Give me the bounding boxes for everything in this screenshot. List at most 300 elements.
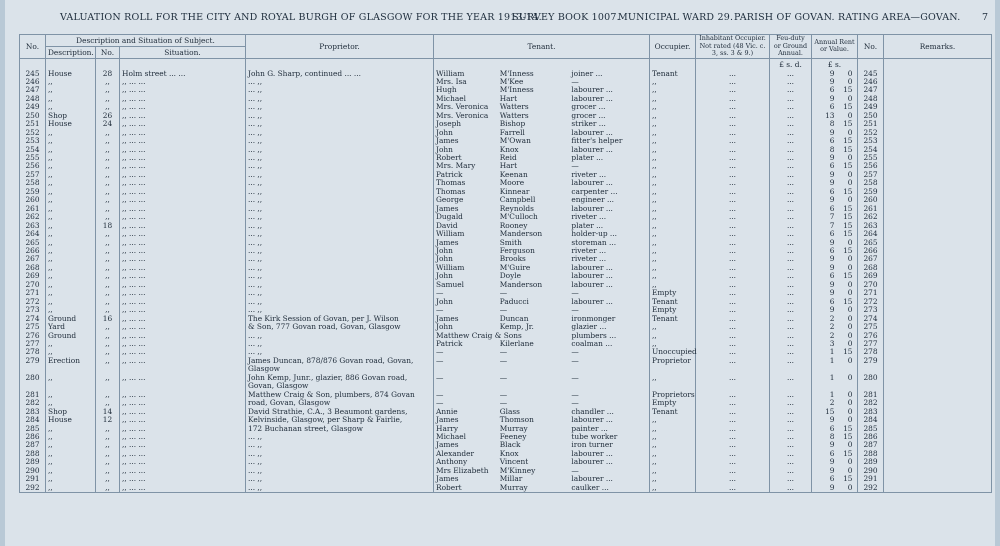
row-feu-duty: ...: [770, 154, 812, 162]
row-occupier: ,,: [650, 458, 696, 466]
row-street-number: ,,: [96, 433, 120, 441]
tenant-first-name: Mrs. Veronica: [436, 102, 489, 112]
row-street-number: 18: [96, 222, 120, 230]
tenant-occupation: labourer ...: [571, 415, 613, 425]
rent-shillings: 0: [847, 68, 853, 78]
rent-shillings: 15: [843, 119, 853, 129]
row-description: ,,: [46, 306, 96, 314]
row-number-right: 268: [858, 264, 884, 272]
row-occupier: ,,: [650, 416, 696, 424]
tenant-occupation: —: [571, 161, 579, 171]
row-proprietor: ... ,,: [246, 103, 434, 111]
row-inhabitant: ...: [696, 103, 770, 111]
rent-pounds: 6: [829, 474, 835, 484]
row-number: 267: [20, 255, 46, 263]
row-occupier: Empty: [650, 306, 696, 314]
row-feu-duty: ...: [770, 323, 812, 331]
row-number-right: 258: [858, 179, 884, 187]
row-situation: ,, ... ...: [120, 103, 246, 111]
row-situation: ,, ... ...: [120, 315, 246, 323]
row-number: 286: [20, 433, 46, 441]
rent-pounds: 8: [829, 119, 835, 129]
row-number: 252: [20, 129, 46, 137]
row-tenant: [434, 399, 650, 407]
row-description: ,,: [46, 247, 96, 255]
col-header-situation: Situation.: [120, 46, 246, 58]
rent-shillings: 0: [847, 339, 853, 348]
rent-shillings: 0: [847, 279, 853, 289]
valuation-table: [19, 34, 992, 493]
row-street-number: ,,: [96, 78, 120, 86]
row-number-right: 277: [858, 340, 884, 348]
rent-shillings: 15: [843, 229, 853, 239]
row-number: 245: [20, 70, 46, 78]
row-street-number: ,,: [96, 450, 120, 458]
row-tenant: [434, 374, 650, 382]
row-situation: ,, ... ...: [120, 146, 246, 154]
row-remarks: [884, 78, 992, 86]
tenant-surname: M'Kinney: [499, 465, 536, 475]
row-occupier: ,,: [650, 323, 696, 331]
row-occupier: ,,: [650, 78, 696, 86]
rent-pounds: 7: [829, 212, 835, 222]
row-number: 285: [20, 425, 46, 433]
row-occupier: Empty: [650, 289, 696, 297]
tenant-occupation: riveter ...: [571, 254, 607, 264]
row-feu-duty: ...: [770, 162, 812, 170]
row-street-number: ,,: [96, 137, 120, 145]
tenant-occupation: glazier ...: [571, 322, 607, 332]
row-inhabitant: ...: [696, 374, 770, 382]
row-remarks: [884, 391, 992, 399]
rent-pounds: 9: [829, 237, 835, 247]
rent-pounds: 6: [829, 203, 835, 213]
row-street-number: ,,: [96, 239, 120, 247]
row-tenant: [434, 120, 650, 128]
tenant-surname: Manderson: [499, 229, 543, 239]
row-proprietor: ... ,,: [246, 272, 434, 280]
row-remarks: [884, 129, 992, 137]
row-street-number: 16: [96, 315, 120, 323]
row-occupier: ,,: [650, 222, 696, 230]
row-inhabitant: ...: [696, 247, 770, 255]
row-occupier: ,,: [650, 171, 696, 179]
row-number: 282: [20, 399, 46, 407]
rent-shillings: 0: [847, 415, 853, 425]
row-remarks: [884, 306, 992, 314]
row-occupier: ,,: [650, 484, 696, 493]
col-header-tenant: Tenant.: [434, 35, 650, 59]
row-inhabitant: ...: [696, 129, 770, 137]
tenant-surname: —: [499, 389, 508, 399]
tenant-occupation: —: [571, 305, 579, 315]
row-inhabitant: ...: [696, 188, 770, 196]
row-annual-rent: [812, 484, 858, 493]
tenant-occupation: painter ...: [571, 423, 608, 433]
row-description: ,,: [46, 433, 96, 441]
rent-shillings: 0: [847, 288, 853, 298]
tenant-first-name: John: [436, 144, 453, 154]
tenant-first-name: Alexander: [436, 448, 475, 458]
row-number: 292: [20, 484, 46, 493]
row-proprietor: ... ,,: [246, 475, 434, 483]
table-row: [20, 374, 992, 382]
row-situation: ,, ... ...: [120, 78, 246, 86]
tenant-first-name: Mrs. Mary: [436, 161, 476, 171]
row-number-right: 286: [858, 433, 884, 441]
row-street-number: ,,: [96, 230, 120, 238]
row-description: ,,: [46, 441, 96, 449]
row-inhabitant: ...: [696, 340, 770, 348]
tenant-first-name: James: [436, 203, 459, 213]
tenant-occupation: grocer ...: [571, 102, 606, 112]
row-tenant: [434, 255, 650, 263]
row-proprietor: ... ,,: [246, 484, 434, 493]
row-remarks: [884, 171, 992, 179]
tenant-occupation: tube worker: [571, 431, 618, 441]
row-situation: ,, ... ...: [120, 467, 246, 475]
row-street-number: ,,: [96, 264, 120, 272]
rent-pounds: 6: [829, 186, 835, 196]
row-street-number: ,,: [96, 340, 120, 348]
row-occupier: ,,: [650, 129, 696, 137]
row-remarks: [884, 467, 992, 475]
tenant-occupation: joiner ...: [571, 68, 603, 78]
row-occupier: ,,: [650, 332, 696, 340]
rent-shillings: 15: [843, 423, 853, 433]
row-tenant: [434, 112, 650, 120]
rent-pounds: 9: [829, 76, 835, 86]
row-number-right: 266: [858, 247, 884, 255]
rent-shillings: 0: [847, 322, 853, 332]
row-description: ,,: [46, 129, 96, 137]
row-situation: ,, ... ...: [120, 425, 246, 433]
tenant-first-name: John: [436, 127, 453, 137]
row-remarks: [884, 95, 992, 103]
row-description: ,,: [46, 78, 96, 86]
row-occupier: ,,: [650, 239, 696, 247]
row-remarks: [884, 332, 992, 340]
row-proprietor: ... ,,: [246, 213, 434, 221]
parish: PARISH OF GOVAN.: [734, 12, 835, 23]
tenant-occupation: labourer ...: [571, 203, 613, 213]
row-occupier: Proprietor: [650, 357, 696, 365]
tenant-surname: Murray: [499, 423, 528, 433]
tenant-occupation: carpenter ...: [571, 186, 618, 196]
row-remarks: [884, 408, 992, 416]
rent-pounds: 9: [829, 178, 835, 188]
row-remarks: [884, 357, 992, 365]
row-inhabitant: ...: [696, 137, 770, 145]
row-proprietor: ... ,,: [246, 247, 434, 255]
row-number-right: 283: [858, 408, 884, 416]
row-remarks: [884, 196, 992, 204]
tenant-occupation: labourer ...: [571, 296, 613, 306]
row-proprietor: ... ,,: [246, 441, 434, 449]
row-proprietor: ... ,,: [246, 433, 434, 441]
row-number-right: 250: [858, 112, 884, 120]
row-feu-duty: ...: [770, 340, 812, 348]
row-street-number: ,,: [96, 188, 120, 196]
row-feu-duty: ...: [770, 298, 812, 306]
tenant-first-name: Joseph: [436, 119, 462, 129]
row-number-right: 269: [858, 272, 884, 280]
row-occupier: ,,: [650, 120, 696, 128]
row-number-right: 281: [858, 391, 884, 399]
row-number: 246: [20, 78, 46, 86]
row-situation: ,, ... ...: [120, 323, 246, 331]
row-tenant: [434, 484, 650, 493]
tenant-surname: Millar: [499, 474, 523, 484]
rent-shillings: 15: [843, 296, 853, 306]
tenant-occupation: plater ...: [571, 153, 604, 163]
row-feu-duty: ...: [770, 391, 812, 399]
row-feu-duty: ...: [770, 112, 812, 120]
rent-pounds: 15: [825, 406, 835, 416]
tenant-surname: M'Kee: [499, 76, 524, 86]
row-tenant: [434, 205, 650, 213]
tenant-occupation: striker ...: [571, 119, 606, 129]
row-inhabitant: ...: [696, 475, 770, 483]
row-feu-duty: ...: [770, 425, 812, 433]
row-number: 278: [20, 348, 46, 356]
tenant-first-name: Harry: [436, 423, 459, 433]
tenant-occupation: —: [571, 389, 579, 399]
row-inhabitant: ...: [696, 450, 770, 458]
row-number-right: 272: [858, 298, 884, 306]
row-tenant: [434, 239, 650, 247]
row-number-right: 249: [858, 103, 884, 111]
rent-pounds: 6: [829, 246, 835, 256]
rent-units: £ s.: [812, 58, 858, 70]
row-occupier: ,,: [650, 425, 696, 433]
row-description: ,,: [46, 458, 96, 466]
row-number: 269: [20, 272, 46, 280]
tenant-first-name: Anthony: [436, 457, 468, 467]
row-feu-duty: ...: [770, 239, 812, 247]
row-tenant: [434, 188, 650, 196]
row-street-number: ,,: [96, 289, 120, 297]
rent-pounds: 9: [829, 440, 835, 450]
row-situation: ,, ... ...: [120, 433, 246, 441]
row-street-number: ,,: [96, 441, 120, 449]
row-street-number: ,,: [96, 129, 120, 137]
rent-pounds: 9: [829, 153, 835, 163]
tenant-occupation: —: [571, 288, 579, 298]
tenant-surname: Thomson: [499, 415, 534, 425]
row-number: 283: [20, 408, 46, 416]
tenant-first-name: Dugald: [436, 212, 463, 222]
row-remarks: [884, 247, 992, 255]
row-number: 280: [20, 374, 46, 382]
tenant-first-name: —: [436, 305, 444, 315]
tenant-first-name: John: [436, 254, 453, 264]
tenant-surname: Kemp, Jr.: [499, 322, 534, 332]
tenant-first-name: Robert: [436, 482, 462, 492]
col-header-description: Description.: [46, 46, 96, 58]
col-header-feu-duty: Feu-duty or Ground Annual.: [770, 35, 812, 59]
row-tenant: [434, 230, 650, 238]
rent-pounds: 9: [829, 465, 835, 475]
row-number-right: 261: [858, 205, 884, 213]
row-proprietor: ... ,,: [246, 205, 434, 213]
row-number: 264: [20, 230, 46, 238]
row-street-number: ,,: [96, 103, 120, 111]
row-street-number: ,,: [96, 171, 120, 179]
row-tenant: [434, 213, 650, 221]
tenant-surname: Smith: [499, 237, 522, 247]
rent-pounds: 1: [829, 389, 835, 399]
row-remarks: [884, 188, 992, 196]
tenant-occupation: ironmonger: [571, 313, 616, 323]
row-number: 268: [20, 264, 46, 272]
tenant-first-name: Robert: [436, 153, 462, 163]
rent-pounds: 2: [829, 330, 835, 340]
row-tenant: [434, 365, 650, 373]
row-occupier: ,,: [650, 281, 696, 289]
row-feu-duty: ...: [770, 213, 812, 221]
rent-pounds: 1: [829, 355, 835, 365]
row-occupier: Tenant: [650, 315, 696, 323]
tenant-occupation: riveter ...: [571, 246, 607, 256]
row-remarks: [884, 382, 992, 390]
row-feu-duty: ...: [770, 272, 812, 280]
row-inhabitant: ...: [696, 70, 770, 78]
row-inhabitant: ...: [696, 332, 770, 340]
row-remarks: [884, 340, 992, 348]
row-situation: ,, ... ...: [120, 264, 246, 272]
tenant-occupation: labourer ...: [571, 127, 613, 137]
row-inhabitant: ...: [696, 391, 770, 399]
row-inhabitant: ...: [696, 399, 770, 407]
row-description: ,,: [46, 137, 96, 145]
row-description: ,,: [46, 239, 96, 247]
row-tenant: [434, 348, 650, 356]
row-number: 289: [20, 458, 46, 466]
row-occupier: ,,: [650, 374, 696, 382]
tenant-first-name: Mrs. Isa: [436, 76, 467, 86]
col-header-annual-rent: Annual Rent or Value.: [812, 35, 858, 59]
row-inhabitant: ...: [696, 86, 770, 94]
row-feu-duty: ...: [770, 357, 812, 365]
tenant-first-name: Hugh: [436, 85, 457, 95]
row-number-right: 284: [858, 416, 884, 424]
row-number: 266: [20, 247, 46, 255]
row-remarks: [884, 137, 992, 145]
tenant-first-name: James: [436, 136, 459, 146]
row-remarks: [884, 433, 992, 441]
row-inhabitant: ...: [696, 120, 770, 128]
rent-shillings: 0: [847, 440, 853, 450]
row-remarks: [884, 112, 992, 120]
row-remarks: [884, 416, 992, 424]
tenant-occupation: —: [571, 372, 579, 382]
tenant-surname: Farrell: [499, 127, 525, 137]
rent-pounds: 1: [829, 347, 835, 357]
row-feu-duty: ...: [770, 196, 812, 204]
row-description: ,,: [46, 391, 96, 399]
row-inhabitant: ...: [696, 179, 770, 187]
tenant-first-name: James: [436, 474, 459, 484]
row-street-number: ,,: [96, 425, 120, 433]
row-street-number: ,,: [96, 196, 120, 204]
rent-shillings: 0: [847, 482, 853, 492]
tenant-surname: Hart: [499, 161, 518, 171]
row-feu-duty: ...: [770, 171, 812, 179]
row-street-number: ,,: [96, 95, 120, 103]
row-situation: ,, ... ...: [120, 205, 246, 213]
row-number-right: 264: [858, 230, 884, 238]
row-occupier: ,,: [650, 340, 696, 348]
row-number: 274: [20, 315, 46, 323]
rent-pounds: 9: [829, 457, 835, 467]
row-description: ,,: [46, 264, 96, 272]
row-occupier: ,,: [650, 112, 696, 120]
row-occupier: Empty: [650, 399, 696, 407]
rent-shillings: 0: [847, 254, 853, 264]
row-description: ,,: [46, 179, 96, 187]
row-inhabitant: ...: [696, 95, 770, 103]
row-inhabitant: ...: [696, 239, 770, 247]
row-inhabitant: ...: [696, 306, 770, 314]
row-proprietor: John G. Sharp, continued ... ...: [246, 70, 434, 78]
row-feu-duty: ...: [770, 281, 812, 289]
row-number: 253: [20, 137, 46, 145]
row-remarks: [884, 86, 992, 94]
row-feu-duty: ...: [770, 374, 812, 382]
row-description: ,,: [46, 171, 96, 179]
row-inhabitant: ...: [696, 213, 770, 221]
rent-pounds: 9: [829, 169, 835, 179]
row-feu-duty: ...: [770, 332, 812, 340]
row-inhabitant: ...: [696, 467, 770, 475]
tenant-surname: Vincent: [499, 457, 529, 467]
row-proprietor: ... ,,: [246, 154, 434, 162]
row-inhabitant: ...: [696, 281, 770, 289]
row-situation: ,, ... ...: [120, 272, 246, 280]
row-inhabitant: ...: [696, 78, 770, 86]
tenant-first-name: George: [436, 195, 464, 205]
row-tenant: [434, 416, 650, 424]
table-row: [20, 484, 992, 493]
row-number-right: 262: [858, 213, 884, 221]
rent-shillings: 15: [843, 203, 853, 213]
rent-shillings: 0: [847, 406, 853, 416]
tenant-surname: Doyle: [499, 271, 521, 281]
row-proprietor: ... ,,: [246, 458, 434, 466]
row-proprietor: Govan, Glasgow: [246, 382, 434, 390]
rent-pounds: 9: [829, 305, 835, 315]
row-street-number: ,,: [96, 374, 120, 382]
row-feu-duty: ...: [770, 433, 812, 441]
row-occupier: Tenant: [650, 70, 696, 78]
tenant-first-name: Annie: [436, 406, 458, 416]
row-situation: ,, ... ...: [120, 137, 246, 145]
tenant-first-name: William: [436, 229, 465, 239]
row-inhabitant: ...: [696, 289, 770, 297]
row-situation: ,, ... ...: [120, 374, 246, 382]
row-proprietor: Glasgow: [246, 365, 434, 373]
tenant-surname: —: [499, 372, 508, 382]
row-feu-duty: ...: [770, 458, 812, 466]
row-proprietor: ... ,,: [246, 171, 434, 179]
row-street-number: 14: [96, 408, 120, 416]
rent-pounds: 2: [829, 313, 835, 323]
rent-pounds: 6: [829, 136, 835, 146]
row-number-right: 276: [858, 332, 884, 340]
row-number: 284: [20, 416, 46, 424]
row-feu-duty: ...: [770, 222, 812, 230]
